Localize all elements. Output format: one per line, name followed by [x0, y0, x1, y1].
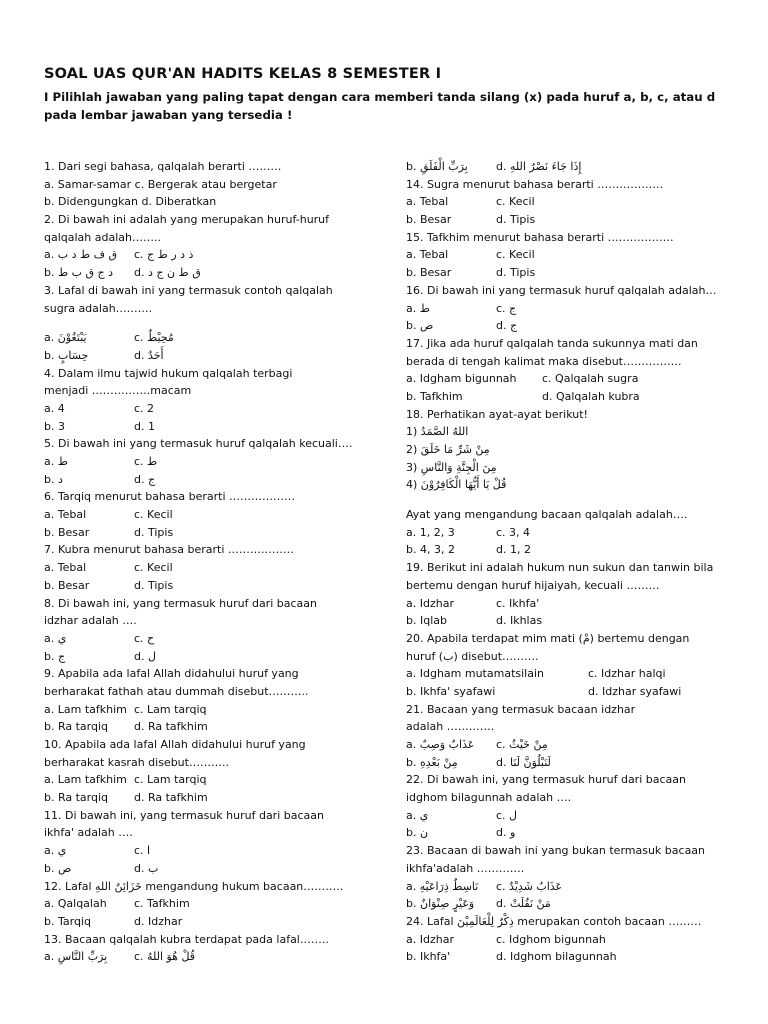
answer-options-row: [406, 807, 751, 825]
answer-option[interactable]: b. ص: [406, 319, 434, 333]
answer-option[interactable]: d. لَنَبْلُوَنَّ لَنَا: [496, 755, 551, 769]
answer-options-row: [406, 388, 751, 406]
question-text-line: 24. Lafal ذِكْرٌ لِلْعَالَمِيْنَ merupakan contoh bacaan ………: [406, 914, 702, 928]
answer-option[interactable]: d. Ra tafkhim: [134, 720, 208, 734]
question-text-line: 16. Di bawah ini yang termasuk huruf qalqalah adalah…: [406, 283, 717, 297]
answer-options-row: [44, 701, 396, 719]
answer-options-row: [44, 418, 396, 436]
answer-option[interactable]: c. Kecil: [134, 508, 173, 522]
question-text-line: berharakat kasrah disebut………..: [44, 755, 229, 769]
answer-option[interactable]: b. وَعَيْرٍ صِنْوَانٌ: [406, 897, 475, 911]
question-column-left: [44, 158, 396, 966]
answer-option[interactable]: a. Tebal: [406, 195, 449, 209]
answer-option[interactable]: b. Iqlab: [406, 614, 447, 628]
question-text-line: 14. Sugra menurut bahasa berarti ………………: [406, 177, 664, 191]
answer-option[interactable]: a. ق ف ط د ب: [44, 248, 118, 262]
answer-options-row: [44, 347, 396, 365]
answer-option[interactable]: a. Tebal: [406, 248, 449, 262]
answer-option[interactable]: a. Lam tafkhim: [44, 773, 127, 787]
answer-option[interactable]: b. 3: [44, 419, 65, 433]
question-text-line: 4) قُلْ يَا أَيُّهَا الْكَافِرُوْنَ: [406, 478, 507, 492]
answer-options-row: [44, 329, 396, 347]
answer-options-row: [406, 264, 751, 282]
answer-option[interactable]: b. Besar: [44, 525, 90, 539]
answer-options-row: [44, 789, 396, 807]
answer-option[interactable]: a. Idgham mutamatsilain: [406, 667, 544, 681]
answer-options-row: [406, 665, 751, 683]
answer-option[interactable]: a. بِرَبِّ النَّاسِ: [44, 950, 108, 964]
question-text-line: 1. Dari segi bahasa, qalqalah berarti ………: [44, 160, 282, 173]
answer-options-row: [406, 246, 751, 264]
answer-options-row: [44, 471, 396, 489]
answer-options-row: [44, 577, 396, 595]
answer-option[interactable]: b. Ra tarqiq: [44, 791, 109, 805]
answer-options-row: [44, 630, 396, 648]
answer-options-row: [406, 158, 751, 176]
answer-option[interactable]: c. Tafkhim: [134, 897, 190, 911]
answer-option[interactable]: c. Idghom bigunnah: [496, 932, 606, 946]
question-text-line: 2. Di bawah ini adalah yang merupakan huruf-huruf: [44, 213, 330, 227]
answer-options-row: [406, 370, 751, 388]
question-text-line: 3. Lafal di bawah ini yang termasuk contoh qalqalah: [44, 283, 333, 297]
answer-option[interactable]: c. ط: [134, 455, 158, 468]
answer-option[interactable]: d. أَحَدٌ: [134, 348, 164, 362]
question-text-line: 18. Perhatikan ayat-ayat berikut!: [406, 407, 588, 421]
answer-options-row: [406, 878, 751, 896]
answer-options-row: [406, 736, 751, 754]
answer-option[interactable]: c. ا: [134, 844, 151, 858]
answer-option[interactable]: c. ح: [134, 631, 155, 645]
question-text-line: 9. Apabila ada lafal Allah didahului huruf yang: [44, 667, 299, 681]
question-text-line: 15. Tafkhim menurut bahasa berarti ………………: [406, 230, 674, 244]
answer-option[interactable]: c. Ikhfa': [496, 596, 540, 610]
answer-option[interactable]: d. 1, 2: [496, 543, 531, 557]
answer-option[interactable]: d. ل: [134, 649, 156, 663]
answer-option[interactable]: b. Ikhfa' syafawi: [406, 684, 496, 698]
answer-options-row: [406, 524, 751, 542]
answer-option[interactable]: d. 1: [134, 419, 155, 433]
answer-option[interactable]: c. مِنْ خَيْثُ: [496, 738, 548, 751]
answer-options-row: [44, 771, 396, 789]
answer-options-row: [44, 506, 396, 524]
answer-options-row: [406, 541, 751, 559]
question-text-line: adalah ………….: [406, 720, 495, 734]
question-text-line: 7. Kubra menurut bahasa berarti ………………: [44, 543, 294, 557]
question-text-line: ikhfa' adalah ….: [44, 826, 133, 840]
answer-options-row: [44, 264, 396, 282]
instructions: I Pilihlah jawaban yang paling tapat dengan cara memberi tanda silang (x) pada huruf a, b, c, atau d pada lembar jawaban yang tersedia !: [44, 90, 716, 122]
answer-option[interactable]: c. عَذَابٌ شَدِيْدٌ: [496, 879, 563, 893]
answer-options-row: [44, 453, 396, 471]
answer-option[interactable]: a. 1, 2, 3: [406, 525, 455, 539]
answer-option[interactable]: c. 2: [134, 401, 155, 415]
answer-options-row: [44, 948, 396, 966]
question-text-line: qalqalah adalah……..: [44, 230, 161, 244]
question-text-line: berharakat fathah atau dummah disebut………..: [44, 684, 309, 698]
question-text-line: berada di tengah kalimat maka disebut…………….: [406, 354, 682, 368]
question-text-line: 5. Di bawah ini yang termasuk huruf qalqalah kecuali….: [44, 437, 353, 451]
question-text-line: 19. Berikut ini adalah hukum nun sukun dan tanwin bila: [406, 561, 714, 575]
answer-option[interactable]: b. Besar: [406, 213, 452, 227]
answer-option[interactable]: a. نَاسِطٌ ذِرَاعَيْهِ: [406, 879, 479, 893]
answer-options-row: [44, 842, 396, 860]
answer-option[interactable]: a. Idzhar: [406, 932, 454, 946]
answer-option[interactable]: a. Qalqalah: [44, 897, 107, 911]
answer-options-row: [44, 895, 396, 913]
answer-option[interactable]: b. Tafkhim: [406, 389, 463, 403]
question-text-line: 21. Bacaan yang termasuk bacaan idzhar: [406, 702, 636, 716]
answer-option[interactable]: d. Idghom bilagunnah: [496, 950, 617, 964]
answer-option[interactable]: d. إِذَا جَاءَ نَصْرُ اللهِ: [496, 160, 582, 173]
question-text-line: Ayat yang mengandung bacaan qalqalah adalah….: [406, 508, 688, 522]
answer-option[interactable]: b. Besar: [44, 578, 90, 592]
answer-option[interactable]: a. عَذَابٌ وَصِبٌ: [406, 738, 475, 751]
answer-option[interactable]: c. Kecil: [134, 561, 173, 575]
answer-options-row: [406, 317, 751, 335]
answer-option[interactable]: b. Ra tarqiq: [44, 720, 109, 734]
answer-options-row: [44, 648, 396, 666]
answer-option[interactable]: c. Kecil: [496, 195, 535, 209]
answer-options-row: [44, 718, 396, 736]
question-text-line: 10. Apabila ada lafal Allah didahului huruf yang: [44, 738, 306, 751]
answer-option[interactable]: d. Tipis: [134, 525, 174, 539]
question-column-right: [406, 158, 751, 966]
answer-options-row: [406, 931, 751, 949]
answer-options-row: [406, 595, 751, 613]
answer-option[interactable]: b. Ikhfa': [406, 950, 451, 964]
answer-options-row: [44, 524, 396, 542]
answer-option[interactable]: c. ل: [496, 808, 518, 822]
answer-option[interactable]: c. ذ د ر ط ج: [134, 248, 194, 262]
answer-options-row: [44, 246, 396, 264]
answer-option[interactable]: c. Idzhar halqi: [588, 667, 666, 681]
answer-option[interactable]: c. Qalqalah sugra: [542, 372, 639, 386]
question-text-line: bertemu dengan huruf hijaiyah, kecuali ………: [406, 578, 660, 592]
answer-options-row: [406, 612, 751, 630]
answer-option[interactable]: c. مُحِيْطٌ: [134, 331, 174, 345]
question-text-line: 4. Dalam ilmu tajwid hukum qalqalah terbagi: [44, 366, 293, 380]
answer-option[interactable]: b. بِرَبِّ الْفَلَقِ: [406, 160, 468, 173]
answer-option[interactable]: a. Tebal: [44, 508, 87, 522]
answer-option[interactable]: c. ج: [496, 301, 517, 315]
answer-option[interactable]: b. مِنْ بَعْدِهِ: [406, 755, 458, 769]
question-text-line: 1) اللهُ الصَّمَدُ: [406, 425, 469, 439]
answer-option[interactable]: b. 4, 3, 2: [406, 543, 455, 557]
answer-option[interactable]: c. 3, 4: [496, 525, 531, 539]
answer-option[interactable]: a. Idgham bigunnah: [406, 372, 517, 386]
answer-option[interactable]: a. ي: [44, 631, 67, 645]
answer-options-row: [44, 913, 396, 931]
question-text-line: 2) مِنْ شَرِّ مَا خَلَقَ: [406, 443, 490, 456]
question-text-line: 13. Bacaan qalqalah kubra terdapat pada lafal……..: [44, 932, 329, 946]
answer-option[interactable]: a. ي: [406, 808, 429, 822]
answer-options-row: [406, 824, 751, 842]
question-text-line: 12. Lafal خَزَائِنُ اللهِ mengandung hukum bacaan………..: [44, 879, 344, 893]
question-text-line: b. Didengungkan d. Diberatkan: [44, 195, 217, 209]
answer-options-row: [406, 754, 751, 772]
answer-option[interactable]: b. ص: [44, 861, 72, 875]
question-text-line: 6. Tarqiq menurut bahasa berarti ………………: [44, 490, 296, 504]
answer-option[interactable]: d. Ikhlas: [496, 614, 543, 628]
answer-options-row: [406, 683, 751, 701]
question-text-line: 8. Di bawah ini, yang termasuk huruf dari bacaan: [44, 596, 317, 610]
answer-option[interactable]: b. د: [44, 472, 63, 486]
question-text-line: huruf (ب) disebut……….: [406, 649, 539, 663]
answer-option[interactable]: a. ي: [44, 844, 67, 858]
answer-options-row: [406, 211, 751, 229]
answer-option[interactable]: b. د ج ق ب ط: [44, 266, 114, 280]
question-text-line: 11. Di bawah ini, yang termasuk huruf dari bacaan: [44, 808, 324, 822]
answer-option[interactable]: d. Idzhar: [134, 914, 183, 928]
answer-option[interactable]: a. Lam tafkhim: [44, 702, 127, 716]
answer-option[interactable]: c. قُلْ هُوَ اللهُ: [134, 950, 196, 964]
question-text-line: sugra adalah……….: [44, 301, 153, 315]
answer-option[interactable]: b. Tarqiq: [44, 914, 91, 928]
answer-option[interactable]: d. ق ط ن ج د: [134, 266, 201, 280]
question-text-line: ikhfa'adalah ………….: [406, 861, 525, 875]
question-text-line: idghom bilagunnah adalah ….: [406, 791, 572, 805]
answer-option[interactable]: a. Tebal: [44, 561, 87, 575]
answer-option[interactable]: d. ج: [496, 319, 518, 333]
answer-option[interactable]: d. و: [496, 826, 516, 840]
spacer: [44, 317, 396, 329]
answer-option[interactable]: a. ط: [406, 301, 430, 315]
answer-option[interactable]: d. Tipis: [496, 213, 536, 227]
answer-option[interactable]: a. Idzhar: [406, 596, 454, 610]
answer-option[interactable]: b. حِسَابٍ: [44, 348, 89, 362]
question-text-line: a. Samar-samar c. Bergerak atau bergetar: [44, 177, 277, 191]
answer-option[interactable]: d. Qalqalah kubra: [542, 389, 640, 403]
answer-option[interactable]: d. ج: [134, 472, 156, 486]
answer-option[interactable]: b. ج: [44, 649, 66, 663]
answer-option[interactable]: d. Tipis: [496, 266, 536, 280]
answer-options-row: [44, 860, 396, 878]
answer-option[interactable]: b. ن: [406, 826, 429, 840]
answer-option[interactable]: d. Ra tafkhim: [134, 791, 208, 805]
answer-option[interactable]: b. Besar: [406, 266, 452, 280]
question-text-line: 3) مِنَ الْجِنَّةِ وَالنَّاسِ: [406, 460, 497, 474]
spacer: [406, 494, 751, 506]
answer-option[interactable]: d. Tipis: [134, 578, 174, 592]
answer-option[interactable]: d. ب: [134, 861, 159, 875]
answer-option[interactable]: c. Lam tarqiq: [134, 702, 207, 716]
answer-option[interactable]: a. ط: [44, 455, 68, 468]
question-text-line: 17. Jika ada huruf qalqalah tanda sukunnya mati dan: [406, 336, 698, 350]
question-text-line: 23. Bacaan di bawah ini yang bukan termasuk bacaan: [406, 844, 706, 858]
answer-options-row: [44, 559, 396, 577]
question-text-line: 22. Di bawah ini, yang termasuk huruf dari bacaan: [406, 773, 686, 787]
answer-options-row: [406, 193, 751, 211]
answer-options-row: [406, 300, 751, 318]
answer-options-row: [44, 400, 396, 418]
page-title: SOAL UAS QUR'AN HADITS KELAS 8 SEMESTER I: [44, 66, 442, 82]
question-text-line: idzhar adalah ….: [44, 614, 137, 628]
answer-option[interactable]: c. Lam tarqiq: [134, 773, 207, 787]
answer-options-row: [406, 948, 751, 966]
question-text-line: menjadi …………….macam: [44, 384, 192, 398]
answer-option[interactable]: c. Kecil: [496, 248, 535, 262]
answer-option[interactable]: d. Idzhar syafawi: [588, 684, 682, 698]
question-text-line: 20. Apabila terdapat mim mati (مْ) bertemu dengan: [406, 631, 690, 645]
answer-option[interactable]: a. 4: [44, 401, 65, 415]
answer-option[interactable]: d. مَنْ نَقُلَتْ: [496, 897, 551, 911]
answer-options-row: [406, 895, 751, 913]
answer-option[interactable]: a. يَبْتَغُوْنَ: [44, 331, 87, 345]
